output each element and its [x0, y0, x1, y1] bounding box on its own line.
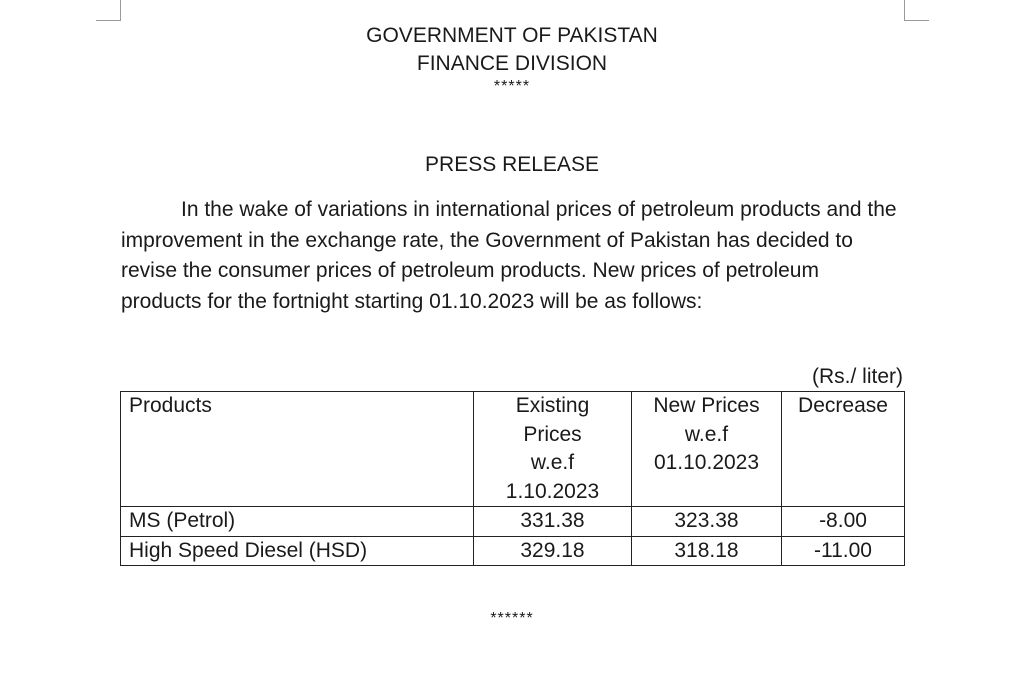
header-decrease: Decrease: [782, 392, 905, 507]
price-table: [120, 391, 905, 566]
table-row: [121, 536, 905, 566]
header-products: Products: [121, 392, 474, 507]
price-decrease: -11.00: [782, 536, 905, 566]
price-unit-label: (Rs./ liter): [812, 365, 903, 388]
price-decrease: -8.00: [782, 507, 905, 537]
table-header-row: [121, 392, 905, 507]
new-price: 323.38: [632, 507, 782, 537]
table-row: [121, 507, 905, 537]
new-price: 318.18: [632, 536, 782, 566]
page-corner-mark-top-left: [96, 0, 121, 21]
press-release-body: In the wake of variations in international prices of petroleum products and the improvement in the exchange rate, the Government of Pakistan has decided to revise the consumer prices of petroleum products. New prices of petroleum products for the fortnight starting 01.10.2023 will be as follows:: [121, 198, 897, 313]
product-name: MS (Petrol): [121, 507, 474, 537]
product-name: High Speed Diesel (HSD): [121, 536, 474, 566]
header-government: GOVERNMENT OF PAKISTAN: [366, 24, 658, 47]
header-stars: *****: [493, 78, 531, 95]
existing-price: 331.38: [474, 507, 632, 537]
header-new-prices: New Prices w.e.f 01.10.2023: [632, 392, 782, 507]
header-division: FINANCE DIVISION: [416, 52, 608, 75]
existing-price: 329.18: [474, 536, 632, 566]
header-existing-prices: Existing Prices w.e.f 1.10.2023: [474, 392, 632, 507]
page-corner-mark-top-right: [904, 0, 929, 21]
press-release-title: PRESS RELEASE: [425, 153, 599, 176]
footer-stars: ******: [490, 610, 534, 627]
document-header: [0, 22, 1024, 78]
